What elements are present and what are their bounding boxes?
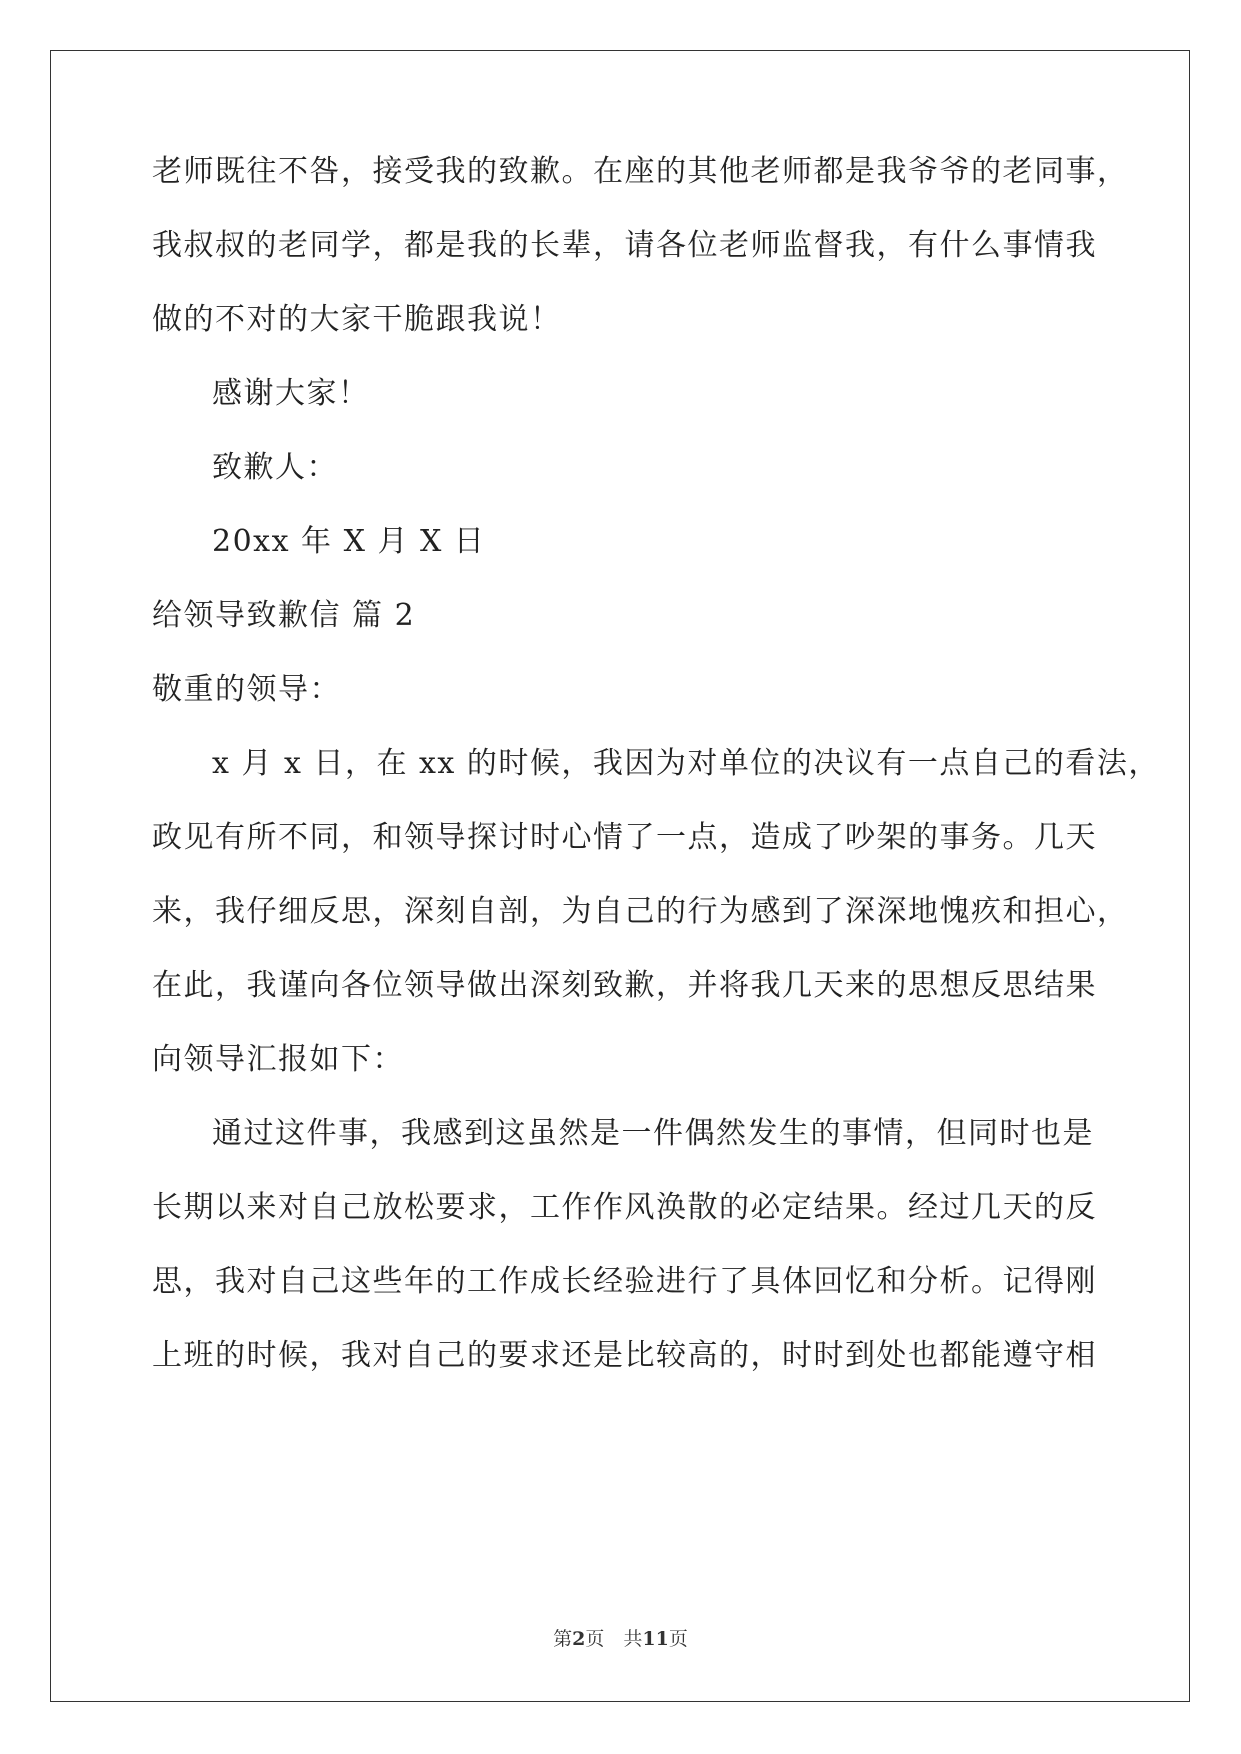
text-line: 政见有所不同，和领导探讨时心情了一点，造成了吵架的事务。几天	[152, 820, 1097, 855]
text-line: 感谢大家！	[212, 376, 370, 411]
text-line: 20xx 年 X 月 X 日	[212, 524, 486, 559]
text-line: 致歉人：	[212, 450, 338, 485]
text-line: 向领导汇报如下：	[152, 1042, 404, 1077]
footer-suffix: 页	[668, 1628, 688, 1650]
page-footer	[0, 1626, 1241, 1652]
total-page-count: 11	[642, 1628, 669, 1650]
text-line: 长期以来对自己放松要求，工作作风涣散的必定结果。经过几天的反	[152, 1190, 1097, 1225]
section-heading: 给领导致歉信 篇 2	[152, 598, 416, 633]
text-line: x 月 x 日，在 xx 的时候，我因为对单位的决议有一点自己的看法，	[212, 746, 1160, 781]
text-line: 通过这件事，我感到这虽然是一件偶然发生的事情，但同时也是	[212, 1116, 1094, 1151]
text-line: 在此，我谨向各位领导做出深刻致歉，并将我几天来的思想反思结果	[152, 968, 1097, 1003]
text-line: 上班的时候，我对自己的要求还是比较高的，时时到处也都能遵守相	[152, 1338, 1097, 1373]
text-line: 思，我对自己这些年的工作成长经验进行了具体回忆和分析。记得刚	[152, 1264, 1097, 1299]
current-page-number: 2	[572, 1628, 586, 1650]
text-line: 做的不对的大家干脆跟我说！	[152, 302, 562, 337]
footer-prefix: 第	[553, 1628, 573, 1650]
footer-mid: 页 共	[585, 1628, 643, 1650]
page-border	[50, 50, 1190, 1702]
text-line: 老师既往不咎，接受我的致歉。在座的其他老师都是我爷爷的老同事，	[152, 154, 1129, 189]
text-line: 我叔叔的老同学，都是我的长辈，请各位老师监督我，有什么事情我	[152, 228, 1097, 263]
salutation: 敬重的领导：	[152, 672, 341, 707]
text-line: 来，我仔细反思，深刻自剖，为自己的行为感到了深深地愧疚和担心，	[152, 894, 1129, 929]
